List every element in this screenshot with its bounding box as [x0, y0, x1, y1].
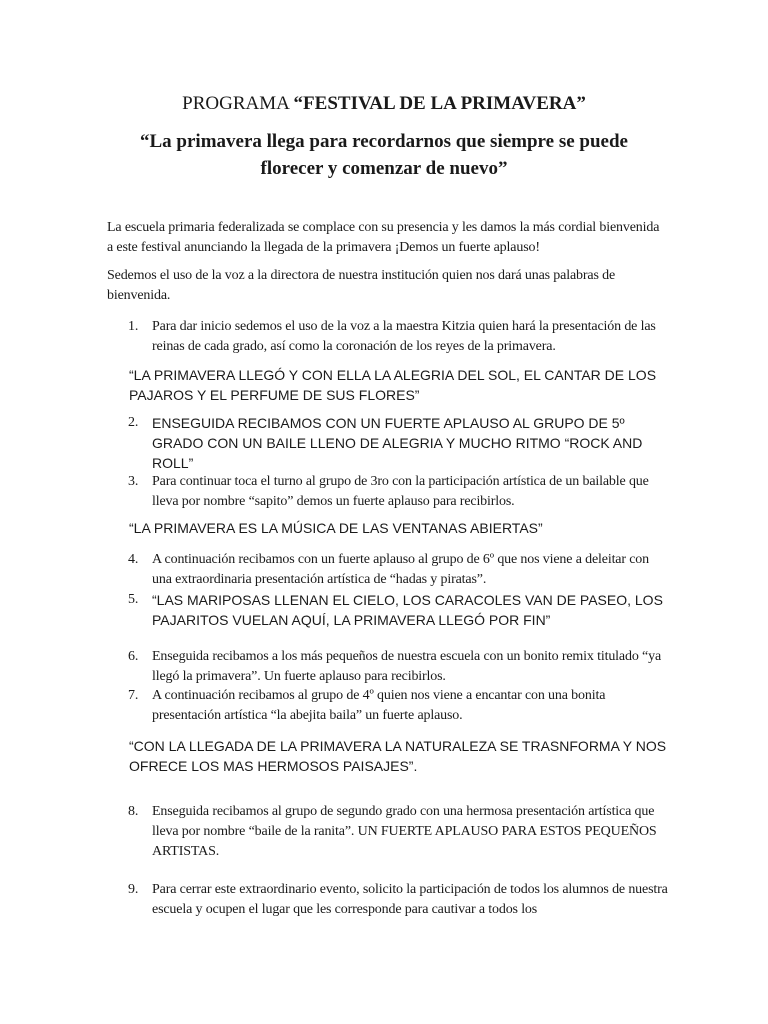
item-number: 4.: [128, 552, 139, 567]
subtitle-quote: “La primavera llega para recordarnos que siempre se puede florecer y comenzar de nuevo”: [140, 131, 628, 179]
item-text: Para continuar toca el turno al grupo de 3ro con la participación artística de un bailable que lleva por nombre “sapito” demos un fuerte aplauso para recibirlos.: [152, 474, 649, 509]
item-number: 9.: [128, 882, 139, 897]
item-text: Para dar inicio sedemos el uso de la voz a la maestra Kitzia quien hará la presentación de las reinas de cada grado, así como la coronación de los reyes de la primavera.: [152, 319, 656, 354]
quote-1: “LA PRIMAVERA LLEGÓ Y CON ELLA LA ALEGRIA DEL SOL, EL CANTAR DE LOS PAJAROS Y EL PERFUME DE SUS FLORES”: [129, 367, 657, 403]
title-prefix: PROGRAMA: [182, 93, 294, 114]
page-title: [0, 92, 768, 116]
item-number: 8.: [128, 804, 139, 819]
item-number: 6.: [128, 649, 139, 664]
item-text: Enseguida recibamos a los más pequeños de nuestra escuela con un bonito remix titulado “ya llegó la primavera”. Un fuerte aplauso para recibirlos.: [152, 649, 662, 684]
quote-2: “LA PRIMAVERA ES LA MÚSICA DE LAS VENTANAS ABIERTAS”: [129, 520, 543, 536]
item-text: A continuación recibamos con un fuerte aplauso al grupo de 6º que nos viene a deleitar con una extraordinaria presentación artística de “hadas y piratas”.: [152, 552, 650, 587]
quote-3: “CON LA LLEGADA DE LA PRIMAVERA LA NATURALEZA SE TRASNFORMA Y NOS OFRECE LOS MAS HERMOSOS PAISAJES”.: [129, 738, 667, 774]
program-item-2: [128, 413, 668, 473]
item-number: 3.: [128, 474, 139, 489]
program-item-6: [128, 647, 668, 687]
item-number: 7.: [128, 688, 139, 703]
item-text: A continuación recibamos al grupo de 4º quien nos viene a encantar con una bonita presentación artística “la abejita baila” un fuerte aplauso.: [152, 688, 606, 723]
intro-paragraph-director: Sedemos el uso de la voz a la directora de nuestra institución quien nos dará unas palabras de bienvenida.: [107, 268, 616, 303]
item-text: ENSEGUIDA RECIBAMOS CON UN FUERTE APLAUSO AL GRUPO DE 5º GRADO CON UN BAILE LLENO DE ALEGRIA Y MUCHO RITMO “ROCK AND ROLL”: [152, 415, 643, 471]
program-item-1: [128, 317, 668, 357]
program-item-3: [128, 472, 668, 512]
program-item-5: [128, 590, 668, 630]
item-text: Para cerrar este extraordinario evento, solicito la participación de todos los alumnos de nuestra escuela y ocupen el lugar que les corresponde para cautivar a todos los: [152, 882, 668, 917]
intro-paragraph-welcome: La escuela primaria federalizada se complace con su presencia y les damos la más cordial bienvenida a este festival anunciando la llegada de la primavera ¡Demos un fuerte aplauso!: [107, 220, 660, 255]
program-item-9: [128, 880, 668, 920]
item-text: “LAS MARIPOSAS LLENAN EL CIELO, LOS CARACOLES VAN DE PASEO, LOS PAJARITOS VUELAN AQUÍ, LA PRIMAVERA LLEGÓ POR FIN”: [152, 592, 663, 628]
program-item-7: [128, 686, 668, 726]
item-number: 2.: [128, 415, 139, 430]
item-number: 5.: [128, 592, 139, 607]
title-festival-name: “FESTIVAL DE LA PRIMAVERA”: [293, 93, 586, 114]
item-text: Enseguida recibamos al grupo de segundo grado con una hermosa presentación artística que lleva por nombre “baile de la ranita”. UN FUERTE APLAUSO PARA ESTOS PEQUEÑOS ARTISTAS.: [152, 804, 657, 859]
program-item-8: [128, 802, 668, 862]
program-item-4: [128, 550, 668, 590]
item-number: 1.: [128, 319, 139, 334]
